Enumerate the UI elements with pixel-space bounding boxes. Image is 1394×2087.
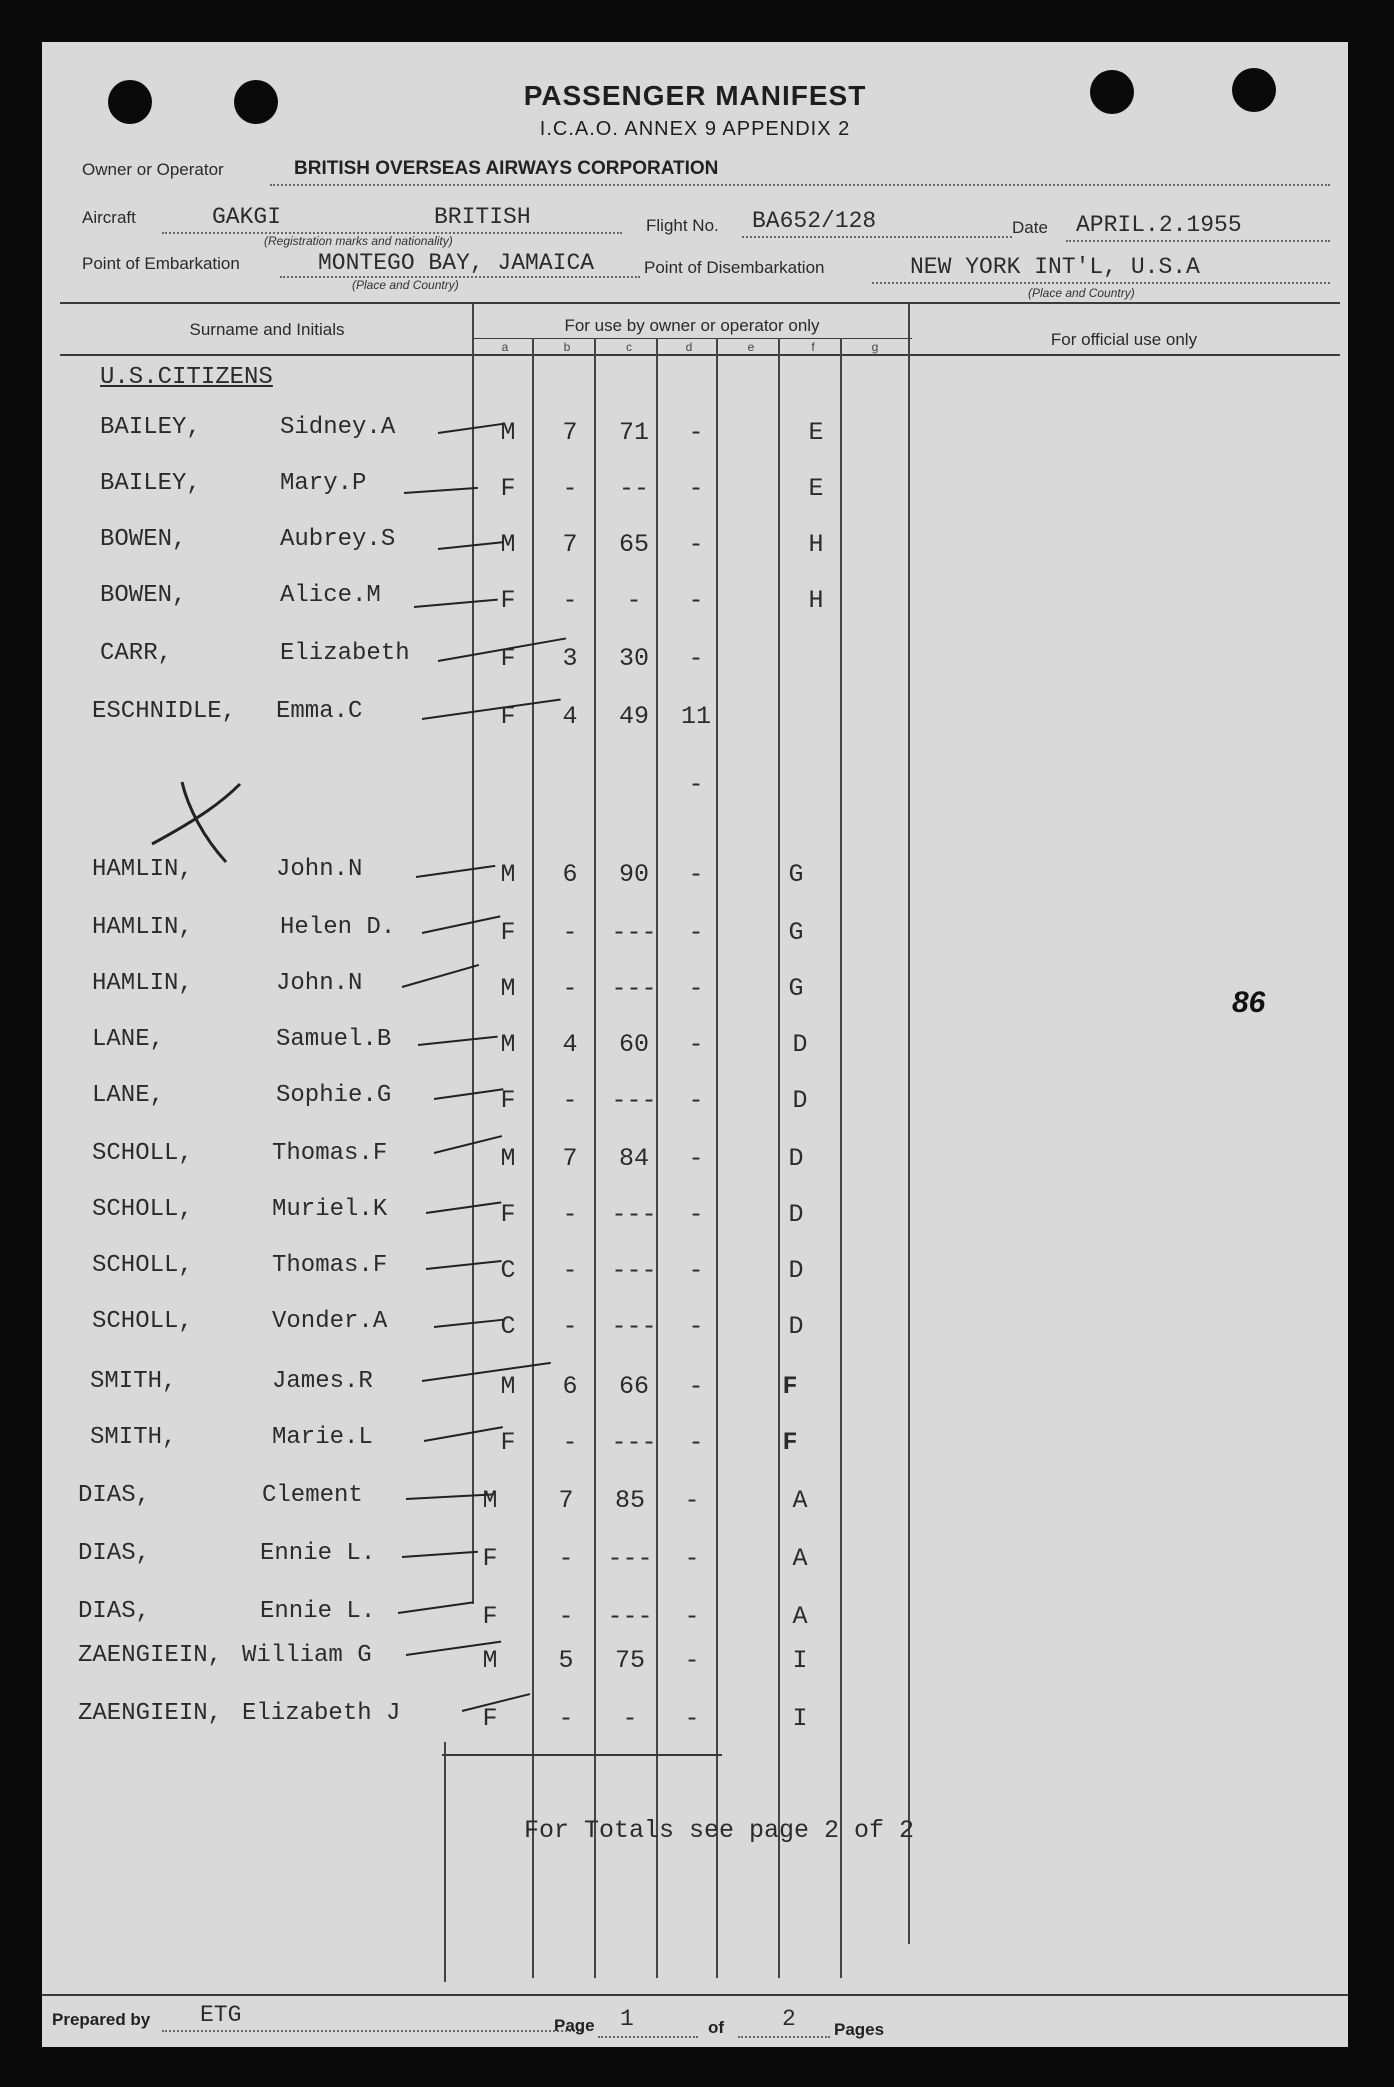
- given-name: Vonder.A: [272, 1308, 388, 1335]
- cell-a: F: [500, 474, 516, 503]
- aircraft-label: Aircraft: [82, 208, 136, 227]
- cell-d: -: [688, 530, 704, 559]
- table-row: [42, 1082, 1348, 1138]
- table-row: [42, 1026, 1348, 1082]
- cell-b: 7: [562, 1144, 578, 1173]
- table-row: [42, 1368, 1348, 1424]
- given-name: John.N: [276, 856, 363, 883]
- cell-f: G: [788, 918, 804, 947]
- cell-a: F: [482, 1704, 498, 1733]
- table-row: [42, 1482, 1348, 1538]
- col-letter-a: a: [501, 340, 509, 354]
- surname: SCHOLL,: [92, 1252, 193, 1279]
- cell-a: M: [482, 1646, 498, 1675]
- table-row: [42, 856, 1348, 912]
- check-tick: [422, 1362, 551, 1382]
- prepared-by-label: Prepared by: [52, 2010, 151, 2029]
- col-letter-e: e: [747, 340, 755, 354]
- cell-b: 7: [558, 1486, 574, 1515]
- cell-d: -: [688, 1312, 704, 1341]
- surname: ZAENGIEIN,: [78, 1700, 223, 1727]
- cell-b: 3: [562, 644, 578, 673]
- disembark-underline: [872, 282, 1330, 284]
- cell-d: -: [688, 860, 704, 889]
- official-column-header: For official use only: [1050, 330, 1198, 349]
- surname: BOWEN,: [100, 526, 187, 553]
- embark-underline: [280, 276, 640, 278]
- table-row: [42, 582, 1348, 638]
- header-bottom-rule: [60, 354, 1340, 356]
- cell-d: -: [684, 1704, 700, 1733]
- cell-b: 6: [562, 1372, 578, 1401]
- registration-value: GAKGI: [212, 204, 282, 230]
- cell-a: M: [482, 1486, 498, 1515]
- cell-b: -: [562, 1086, 578, 1115]
- cell-c: ---: [611, 1256, 657, 1285]
- cell-f: E: [808, 418, 824, 447]
- nationality-value: BRITISH: [434, 204, 531, 230]
- disembark-label: Point of Disembarkation: [644, 258, 825, 277]
- given-name: Clement: [262, 1482, 363, 1509]
- table-row: [42, 698, 1348, 754]
- prepared-by-value: ETG: [200, 2002, 242, 2028]
- margin-note: 86: [1232, 986, 1266, 1019]
- cell-a: F: [500, 1200, 516, 1229]
- table-row: [42, 756, 1348, 812]
- cell-f: F: [782, 1428, 798, 1457]
- surname: BOWEN,: [100, 582, 187, 609]
- surname: CARR,: [100, 640, 173, 667]
- check-tick: [416, 865, 495, 878]
- given-name: Thomas.F: [272, 1140, 388, 1167]
- operator-column-header: For use by owner or operator only: [564, 316, 820, 335]
- cell-b: 5: [558, 1646, 574, 1675]
- totals-note: For Totals see page 2 of 2: [524, 1816, 915, 1845]
- of-label: of: [708, 2018, 725, 2037]
- given-name: William G: [242, 1642, 372, 1669]
- cell-d: -: [688, 644, 704, 673]
- check-tick: [404, 487, 478, 494]
- cell-c: -: [626, 586, 642, 615]
- cell-b: -: [562, 1200, 578, 1229]
- pages-label: Pages: [834, 2020, 885, 2039]
- surname: DIAS,: [78, 1540, 151, 1567]
- table-top-rule: [60, 302, 1340, 304]
- table-row: [42, 1252, 1348, 1308]
- cell-c: ---: [611, 974, 657, 1003]
- cell-b: -: [562, 1256, 578, 1285]
- cell-b: -: [562, 974, 578, 1003]
- section-label: U.S.CITIZENS: [100, 364, 273, 391]
- cell-b: -: [558, 1544, 574, 1573]
- cell-f: G: [788, 860, 804, 889]
- disembark-value: NEW YORK INT'L, U.S.A: [910, 254, 1200, 280]
- cell-f: D: [792, 1030, 808, 1059]
- cell-f: I: [792, 1646, 808, 1675]
- cell-d: -: [688, 1428, 704, 1457]
- cell-b: 4: [562, 1030, 578, 1059]
- cell-f: D: [788, 1312, 804, 1341]
- cell-d: -: [688, 586, 704, 615]
- surname: DIAS,: [78, 1598, 151, 1625]
- given-name: Mary.P: [280, 470, 367, 497]
- cell-b: -: [562, 918, 578, 947]
- cell-a: F: [500, 1086, 516, 1115]
- table-row: [42, 1642, 1348, 1698]
- cell-c: 66: [618, 1372, 649, 1401]
- cell-d: -: [684, 1544, 700, 1573]
- table-row: [42, 640, 1348, 696]
- cell-d: 11: [680, 702, 711, 731]
- of-value: 2: [782, 2006, 796, 2032]
- cell-c: 84: [618, 1144, 649, 1173]
- table-row: [42, 1424, 1348, 1480]
- cell-d: -: [688, 770, 704, 799]
- cell-a: F: [500, 1428, 516, 1457]
- aircraft-underline: [162, 232, 622, 234]
- cell-c: 85: [614, 1486, 645, 1515]
- cell-b: 4: [562, 702, 578, 731]
- col-letter-d: d: [685, 340, 693, 354]
- cell-f: I: [792, 1704, 808, 1733]
- embark-label: Point of Embarkation: [82, 254, 240, 273]
- cell-c: ---: [611, 1200, 657, 1229]
- cell-c: ---: [611, 1312, 657, 1341]
- check-tick: [414, 599, 498, 608]
- cell-d: -: [688, 1144, 704, 1173]
- disembark-note: (Place and Country): [1028, 286, 1135, 300]
- cell-a: F: [482, 1544, 498, 1573]
- given-name: Alice.M: [280, 582, 381, 609]
- surname: SCHOLL,: [92, 1140, 193, 1167]
- rule-name-col-lower: [444, 1742, 446, 1982]
- surname: SMITH,: [90, 1424, 177, 1451]
- surname: BAILEY,: [100, 470, 201, 497]
- cell-d: -: [688, 1256, 704, 1285]
- flight-underline: [742, 236, 1012, 238]
- cell-a: M: [500, 974, 516, 1003]
- cell-a: F: [500, 702, 516, 731]
- cell-d: -: [684, 1602, 700, 1631]
- cell-c: ---: [607, 1544, 653, 1573]
- surname: HAMLIN,: [92, 970, 193, 997]
- given-name: Muriel.K: [272, 1196, 388, 1223]
- cell-b: -: [562, 474, 578, 503]
- cell-b: 7: [562, 418, 578, 447]
- given-name: Sidney.A: [280, 414, 396, 441]
- flight-label: Flight No.: [646, 216, 719, 235]
- cell-b: -: [562, 1428, 578, 1457]
- table-row: [42, 1700, 1348, 1756]
- cell-d: -: [688, 474, 704, 503]
- date-value: APRIL.2.1955: [1076, 212, 1242, 238]
- cell-a: M: [500, 1144, 516, 1173]
- cell-c: --: [618, 474, 649, 503]
- given-name: Samuel.B: [276, 1026, 392, 1053]
- surname: HAMLIN,: [92, 914, 193, 941]
- given-name: Emma.C: [276, 698, 363, 725]
- cell-a: C: [500, 1312, 516, 1341]
- surname: LANE,: [92, 1082, 165, 1109]
- cell-d: -: [688, 1200, 704, 1229]
- manifest-sheet: [42, 42, 1348, 2047]
- cell-c: ---: [607, 1602, 653, 1631]
- embark-value: MONTEGO BAY, JAMAICA: [318, 250, 595, 276]
- cell-d: -: [688, 1372, 704, 1401]
- check-tick: [402, 1551, 478, 1558]
- cell-c: ---: [611, 918, 657, 947]
- table-row: [42, 914, 1348, 970]
- cell-c: 65: [618, 530, 649, 559]
- registration-note: (Registration marks and nationality): [264, 234, 453, 248]
- given-name: Helen D.: [280, 914, 396, 941]
- col-letter-b: b: [563, 340, 571, 354]
- cell-b: -: [562, 1312, 578, 1341]
- given-name: Elizabeth: [280, 640, 410, 667]
- cell-c: 71: [618, 418, 649, 447]
- surname: SMITH,: [90, 1368, 177, 1395]
- cell-c: 30: [618, 644, 649, 673]
- cell-c: ---: [611, 1086, 657, 1115]
- cell-f: E: [808, 474, 824, 503]
- surname: HAMLIN,: [92, 856, 193, 883]
- cell-f: G: [788, 974, 804, 1003]
- check-tick: [422, 915, 501, 934]
- surname: LANE,: [92, 1026, 165, 1053]
- cell-f: A: [792, 1544, 808, 1573]
- cell-a: M: [500, 1372, 516, 1401]
- cell-f: H: [808, 586, 824, 615]
- cell-d: -: [688, 918, 704, 947]
- cell-b: -: [562, 586, 578, 615]
- given-name: Sophie.G: [276, 1082, 392, 1109]
- given-name: John.N: [276, 970, 363, 997]
- page-label: Page: [554, 2016, 595, 2035]
- table-row: [42, 1540, 1348, 1596]
- date-underline: [1066, 240, 1330, 242]
- col-letter-c: c: [626, 340, 632, 354]
- cell-f: A: [792, 1602, 808, 1631]
- given-name: Ennie L.: [260, 1540, 376, 1567]
- cell-f: D: [788, 1256, 804, 1285]
- col-letter-g: g: [871, 340, 879, 354]
- surname: SCHOLL,: [92, 1308, 193, 1335]
- prepared-underline: [162, 2030, 582, 2032]
- cell-c: -: [622, 1704, 638, 1733]
- document-title: PASSENGER MANIFEST: [523, 80, 867, 111]
- cell-a: M: [500, 530, 516, 559]
- cell-d: -: [684, 1646, 700, 1675]
- date-label: Date: [1012, 218, 1048, 237]
- operator-subrule: [472, 338, 912, 339]
- cell-b: -: [558, 1602, 574, 1631]
- cell-d: -: [688, 418, 704, 447]
- flight-value: BA652/128: [752, 208, 877, 234]
- cell-b: -: [558, 1704, 574, 1733]
- surname: BAILEY,: [100, 414, 201, 441]
- cell-b: 7: [562, 530, 578, 559]
- given-name: Marie.L: [272, 1424, 373, 1451]
- col-letter-f: f: [811, 340, 815, 354]
- totals-rule: [442, 1754, 722, 1756]
- table-row: [42, 1140, 1348, 1196]
- cell-d: -: [688, 1030, 704, 1059]
- cell-c: 75: [614, 1646, 645, 1675]
- cell-d: -: [688, 974, 704, 1003]
- cell-d: -: [684, 1486, 700, 1515]
- owner-value: BRITISH OVERSEAS AIRWAYS CORPORATION: [294, 158, 719, 179]
- table-row: [42, 470, 1348, 526]
- cell-f: A: [792, 1486, 808, 1515]
- page-value: 1: [620, 2006, 634, 2032]
- table-row: [42, 970, 1348, 1026]
- owner-label: Owner or Operator: [82, 160, 224, 179]
- cell-a: F: [482, 1602, 498, 1631]
- surname: ESCHNIDLE,: [92, 698, 237, 725]
- cell-b: 6: [562, 860, 578, 889]
- cell-a: F: [500, 586, 516, 615]
- cell-f: F: [782, 1372, 798, 1401]
- check-tick: [418, 1036, 498, 1046]
- cell-a: C: [500, 1256, 516, 1285]
- table-row: [42, 414, 1348, 470]
- cross-out-mark: [142, 778, 252, 868]
- cell-c: 60: [618, 1030, 649, 1059]
- cell-f: D: [788, 1144, 804, 1173]
- footer-rule: [42, 1994, 1348, 1996]
- table-row: [42, 1308, 1348, 1364]
- surname: ZAENGIEIN,: [78, 1642, 223, 1669]
- cell-a: M: [500, 1030, 516, 1059]
- cell-a: M: [500, 418, 516, 447]
- of-underline: [738, 2036, 830, 2038]
- cell-a: F: [500, 918, 516, 947]
- given-name: Elizabeth J: [242, 1700, 401, 1727]
- cell-d: -: [688, 1086, 704, 1115]
- cell-a: F: [500, 644, 516, 673]
- surname-column-header: Surname and Initials: [189, 320, 345, 339]
- table-row: [42, 1196, 1348, 1252]
- check-tick: [398, 1601, 474, 1614]
- cell-c: 49: [618, 702, 649, 731]
- given-name: Ennie L.: [260, 1598, 376, 1625]
- given-name: Aubrey.S: [280, 526, 396, 553]
- cell-c: 90: [618, 860, 649, 889]
- document-subtitle: I.C.A.O. ANNEX 9 APPENDIX 2: [539, 118, 851, 140]
- cell-a: M: [500, 860, 516, 889]
- embark-note: (Place and Country): [352, 278, 459, 292]
- page-underline: [598, 2036, 698, 2038]
- owner-underline: [270, 184, 1330, 186]
- cell-f: H: [808, 530, 824, 559]
- surname: DIAS,: [78, 1482, 151, 1509]
- cell-f: D: [792, 1086, 808, 1115]
- table-row: [42, 526, 1348, 582]
- cell-c: ---: [611, 1428, 657, 1457]
- cell-f: D: [788, 1200, 804, 1229]
- given-name: James.R: [272, 1368, 373, 1395]
- given-name: Thomas.F: [272, 1252, 388, 1279]
- surname: SCHOLL,: [92, 1196, 193, 1223]
